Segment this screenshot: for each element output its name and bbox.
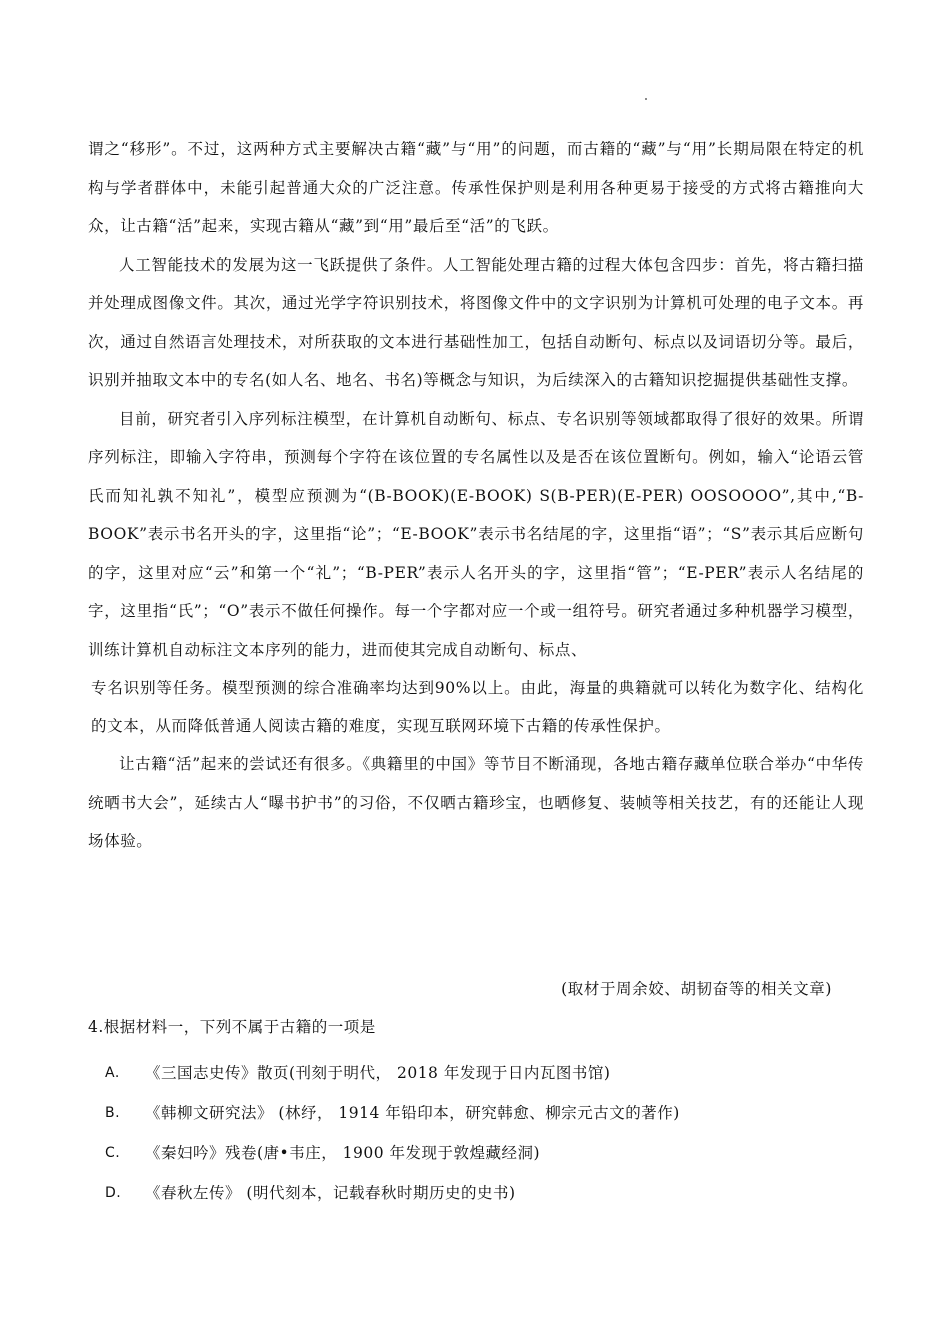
- passage-paragraph-3: 目前，研究者引入序列标注模型，在计算机自动断句、标点、专名识别等领域都取得了很好的效果。所谓序列标注，即输入字符串，预测每个字符在该位置的专名属性以及是否在该位置断句。例如，输入“论语云管氏而知礼孰不知礼”，模型应预测为“(B-BOOK)(E-BOOK) S(B-PER)(E-PER) OOSOOOO”,其中,“B-BOOK”表示书名开头的字，这里指“论”；“E-BOOK”表示书名结尾的字，这里指“语”；“S”表示其后应断句的字，这里对应“云”和第一个“礼”；“B-PER”表示人名开头的字，这里指“管”；“E-PER”表示人名结尾的字，这里指“氏”；“O”表示不做任何操作。每一个字都对应一个或一组符号。研究者通过多种机器学习模型，训练计算机自动标注文本序列的能力，进而使其完成自动断句、标点、: [88, 409, 864, 659]
- option-letter: B.: [105, 1105, 121, 1121]
- option-text: 《秦妇吟》残卷(唐•韦庄， 1900 年发现于敦煌藏经洞): [145, 1144, 541, 1162]
- reading-passage: [88, 130, 864, 861]
- passage-paragraph-2: 人工智能技术的发展为这一飞跃提供了条件。人工智能处理古籍的过程大体包含四步：首先，将古籍扫描并处理成图像文件。其次，通过光学字符识别技术，将图像文件中的文字识别为计算机可处理的电子文本。再次，通过自然语言处理技术，对所获取的文本进行基础性加工，包括自动断句、标点以及词语切分等。最后，识别并抽取文本中的专名(如人名、地名、书名)等概念与知识，为后续深入的古籍知识挖掘提供基础性支撑。: [88, 255, 864, 389]
- passage-paragraph-1: 谓之“移形”。不过，这两种方式主要解决古籍“藏”与“用”的问题，而古籍的“藏”与“用”长期局限在特定的机构与学者群体中，未能引起普通大众的广泛注意。传承性保护则是利用各种更易于接受的方式将古籍推向大众，让古籍“活”起来，实现古籍从“藏”到“用”最后至“活”的飞跃。: [88, 140, 864, 235]
- option-letter: D.: [105, 1185, 122, 1201]
- option-letter: C.: [105, 1145, 121, 1161]
- option-d: [88, 1173, 868, 1213]
- option-text: 《春秋左传》 (明代刻本，记载春秋时期历史的史书): [145, 1184, 516, 1202]
- page-speck: [645, 98, 647, 100]
- question-stem: 4.根据材料一，下列不属于古籍的一项是: [88, 1018, 376, 1036]
- passage-paragraph-5: 让古籍“活”起来的尝试还有很多。《典籍里的中国》等节目不断涌现，各地古籍存藏单位联合举办“中华传统晒书大会”，延续古人“曝书护书”的习俗，不仅晒古籍珍宝，也晒修复、装帧等相关技艺，有的还能让人现场体验。: [88, 755, 864, 850]
- option-text: 《三国志史传》散页(刊刻于明代， 2018 年发现于日内瓦图书馆): [145, 1064, 611, 1082]
- option-text: 《韩柳文研究法》 (林纾， 1914 年铅印本，研究韩愈、柳宗元古文的著作): [145, 1104, 680, 1122]
- option-a: [88, 1053, 868, 1093]
- passage-paragraph-4: 专名识别等任务。模型预测的综合准确率均达到90%以上。由此，海量的典籍就可以转化为数字化、结构化的文本，从而降低普通人阅读古籍的难度，实现互联网环境下古籍的传承性保护。: [91, 679, 864, 735]
- option-b: [88, 1093, 868, 1133]
- source-citation: (取材于周余姣、胡韧奋等的相关文章): [561, 980, 832, 998]
- option-c: [88, 1133, 868, 1173]
- question-4: [88, 1016, 868, 1213]
- option-letter: A.: [105, 1065, 120, 1081]
